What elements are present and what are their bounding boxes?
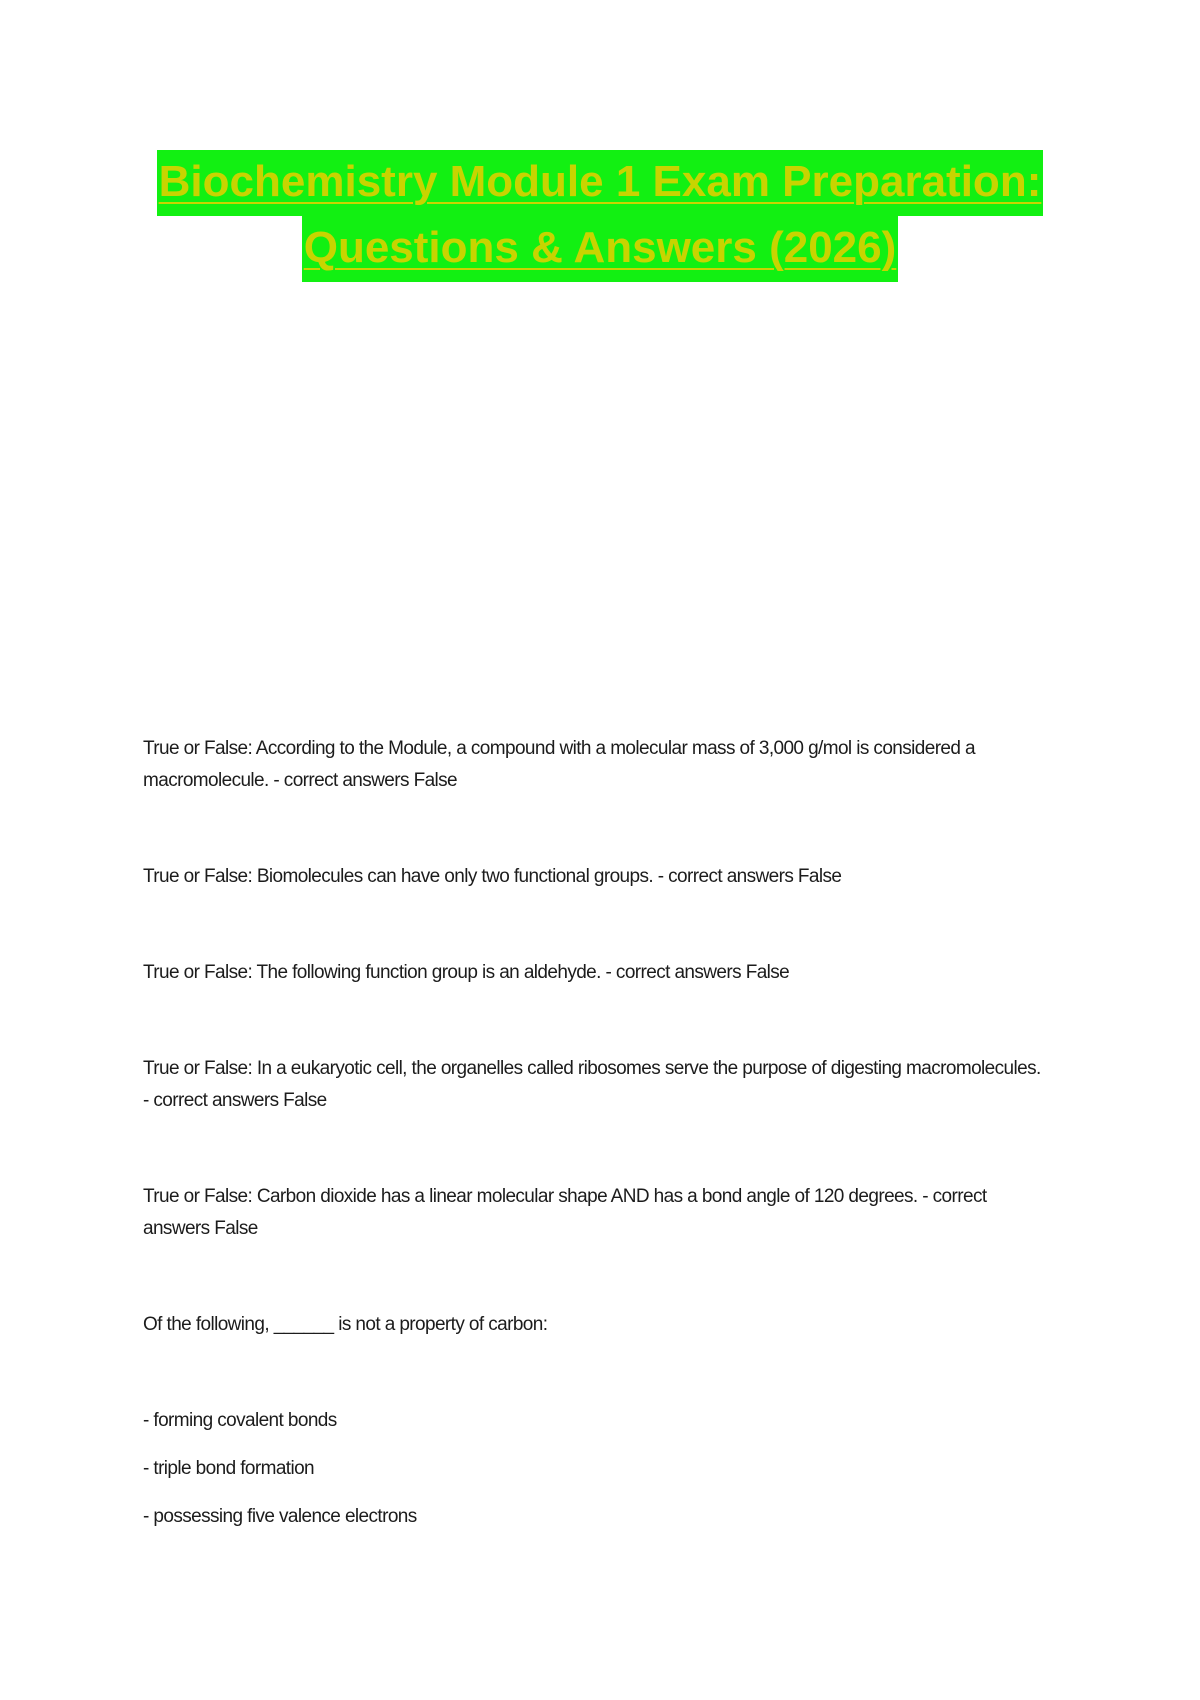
question-list — [143, 733, 1043, 1533]
question-item: True or False: Carbon dioxide has a linear molecular shape AND has a bond angle of 120 degrees. - correct answers False — [143, 1186, 987, 1239]
title-line-1: Biochemistry Module 1 Exam Preparation: — [157, 150, 1044, 216]
answer-option: - forming covalent bonds — [143, 1410, 337, 1431]
title-line-2: Questions & Answers (2026) — [302, 216, 899, 282]
question-item: Of the following, ______ is not a property of carbon: — [143, 1314, 548, 1335]
question-item: True or False: Biomolecules can have only two functional groups. - correct answers False — [143, 866, 842, 887]
question-item: True or False: In a eukaryotic cell, the organelles called ribosomes serve the purpose of digesting macromolecules. - correct answers False — [143, 1058, 1041, 1111]
answer-option: - possessing five valence electrons — [143, 1506, 417, 1527]
answer-option: - triple bond formation — [143, 1458, 315, 1479]
question-item: True or False: According to the Module, a compound with a molecular mass of 3,000 g/mol is considered a macromolecule. - correct answers False — [143, 738, 976, 791]
document-title — [140, 150, 1060, 282]
question-item: True or False: The following function group is an aldehyde. - correct answers False — [143, 962, 790, 983]
